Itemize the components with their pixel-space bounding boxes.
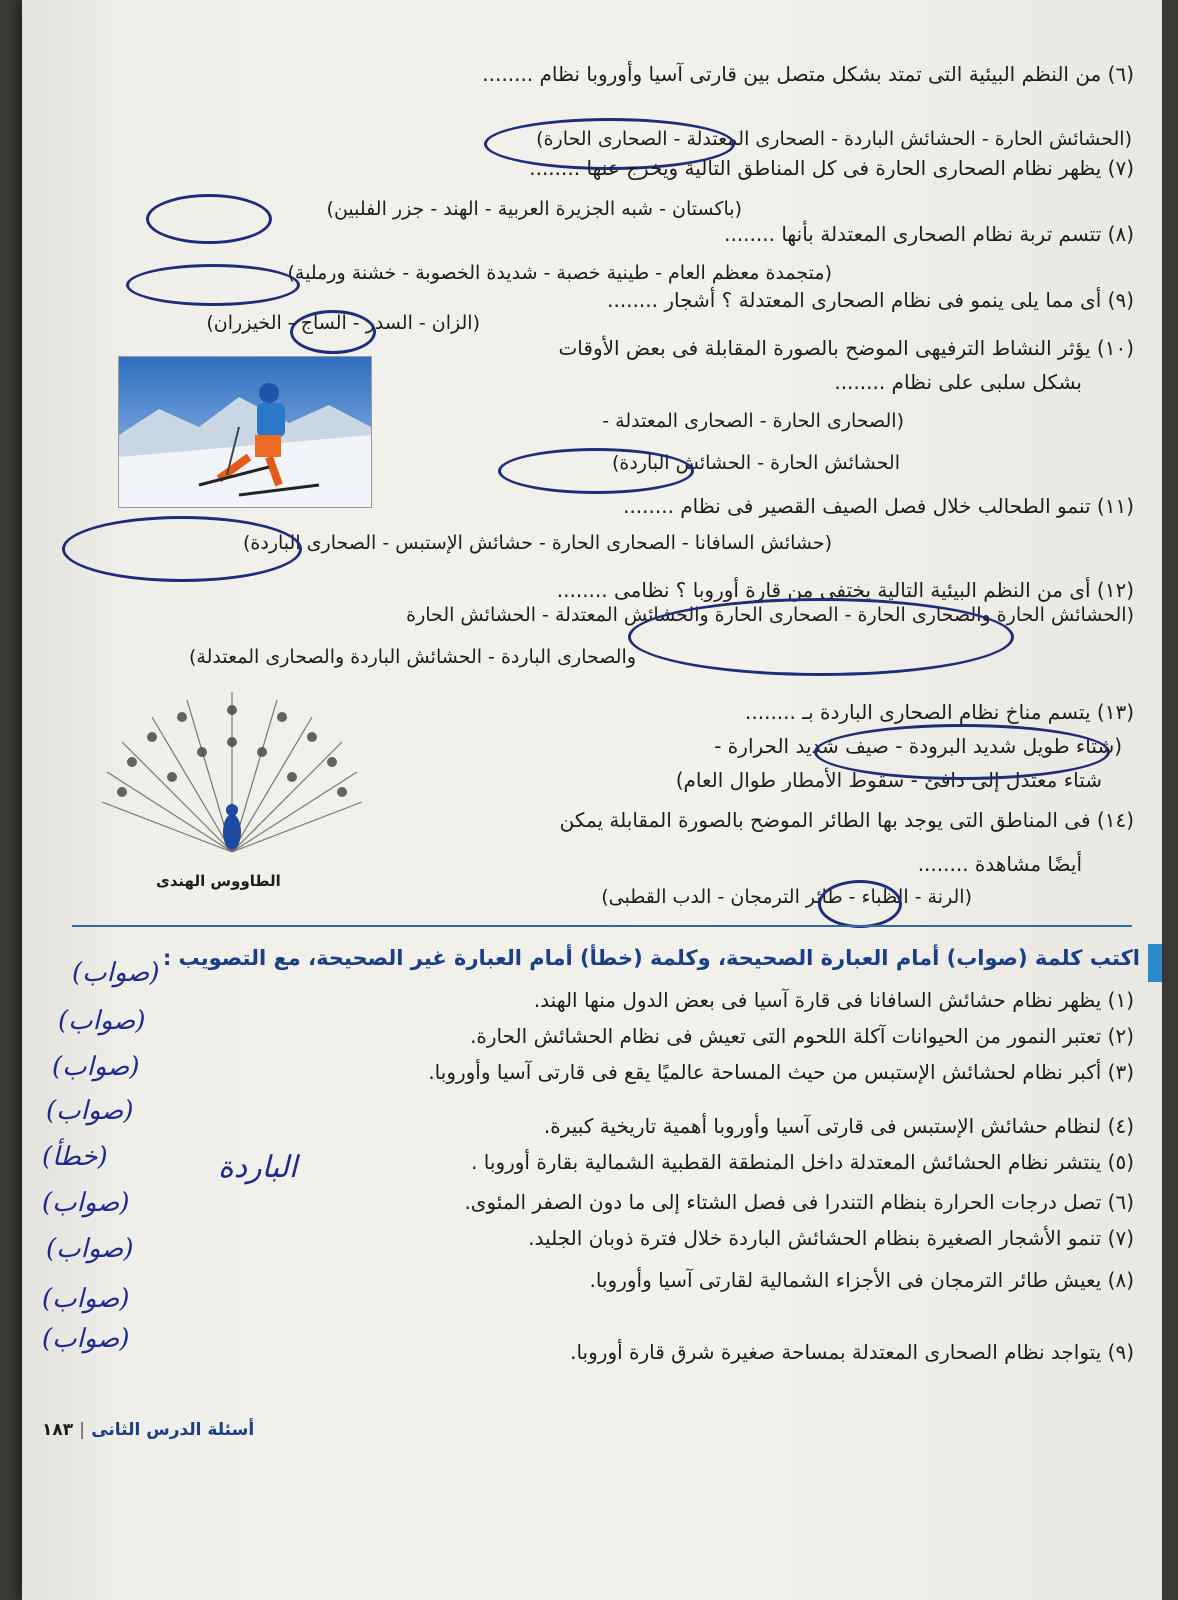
tf-item-1: (١) يظهر نظام حشائش السافانا فى قارة آسيا فى بعض الدول منها الهند. xyxy=(533,988,1134,1012)
handwritten-answer-8: (صواب) xyxy=(42,1284,130,1314)
question-10: (١٠) يؤثر النشاط الترفيهى الموضح بالصورة المقابلة فى بعض الأوقات xyxy=(558,336,1134,360)
peacock-image xyxy=(82,682,382,862)
handwritten-answer-3: (صواب) xyxy=(52,1052,140,1082)
answer-circle-7 xyxy=(146,194,272,244)
question-7-options: (باكستان - شبه الجزيرة العربية - الهند - جزر الفلبين) xyxy=(326,198,742,220)
handwritten-answer-9: (صواب) xyxy=(42,1324,130,1354)
question-12-options-b: والصحارى الباردة - الحشائش الباردة والصحارى المعتدلة) xyxy=(189,646,636,668)
handwritten-correction-5: الباردة xyxy=(218,1150,298,1185)
question-11-options: (حشائش السافانا - الصحارى الحارة - حشائش الإستبس - الصحارى الباردة) xyxy=(243,532,832,554)
tf-item-8: (٨) يعيش طائر الترمجان فى الأجزاء الشمالية لقارتى آسيا وأوروبا. xyxy=(589,1268,1134,1292)
answer-circle-14 xyxy=(818,880,902,928)
answer-circle-13 xyxy=(814,724,1110,780)
handwritten-answer-7: (صواب) xyxy=(46,1234,134,1264)
question-10-options-a: (الصحارى الحارة - الصحارى المعتدلة - xyxy=(602,410,904,432)
skier-image xyxy=(118,356,372,508)
question-14-options: (الرنة - الظباء - طائر الترمجان - الدب القطبى) xyxy=(601,886,972,908)
question-14: (١٤) فى المناطق التى يوجد بها الطائر الموضح بالصورة المقابلة يمكن xyxy=(559,808,1134,832)
question-12: (١٢) أى من النظم البيئية التالية يختفى من قارة أوروبا ؟ نظامى ........ xyxy=(556,578,1134,602)
tf-item-2: (٢) تعتبر النمور من الحيوانات آكلة اللحوم التى تعيش فى نظام الحشائش الحارة. xyxy=(470,1024,1134,1048)
section-marker xyxy=(1148,944,1162,982)
question-7: (٧) يظهر نظام الصحارى الحارة فى كل المناطق التالية ويخرج عنها ........ xyxy=(529,156,1134,180)
question-9: (٩) أى مما يلى ينمو فى نظام الصحارى المعتدلة ؟ أشجار ........ xyxy=(607,288,1134,312)
answer-circle-10 xyxy=(498,448,694,494)
handwritten-answer-4: (صواب) xyxy=(46,1096,134,1126)
question-9-options: (الزان - السدر - الساج - الخيزران) xyxy=(206,312,480,334)
tf-item-9: (٩) يتواجد نظام الصحارى المعتدلة بمساحة صغيرة شرق قارة أوروبا. xyxy=(570,1340,1134,1364)
tf-item-4: (٤) لنظام حشائش الإستبس فى قارتى آسيا وأوروبا أهمية تاريخية كبيرة. xyxy=(543,1114,1134,1138)
handwritten-answer-2: (صواب) xyxy=(58,1006,146,1036)
footer-lesson: أسئلة الدرس الثانى xyxy=(91,1420,255,1440)
question-14-line2: أيضًا مشاهدة ........ xyxy=(917,852,1082,876)
tf-item-3: (٣) أكبر نظام لحشائش الإستبس من حيث المساحة عالميًا يقع فى قارتى آسيا وأوروبا. xyxy=(428,1060,1134,1084)
answer-circle-12 xyxy=(628,598,1014,676)
tf-item-7: (٧) تنمو الأشجار الصغيرة بنظام الحشائش الباردة خلال فترة ذوبان الجليد. xyxy=(528,1226,1134,1250)
page-footer: أسئلة الدرس الثانى | ١٨٣ xyxy=(42,1420,255,1440)
handwritten-answer-6: (صواب) xyxy=(42,1188,130,1218)
question-13: (١٣) يتسم مناخ نظام الصحارى الباردة بـ ........ xyxy=(745,700,1134,724)
question-10-options-b: الحشائش الحارة - الحشائش الباردة) xyxy=(611,452,900,474)
tf-item-5: (٥) ينتشر نظام الحشائش المعتدلة داخل المنطقة القطبية الشمالية بقارة أوروبا . xyxy=(471,1150,1134,1174)
answer-circle-8 xyxy=(126,264,300,306)
question-6: (٦) من النظم البيئية التى تمتد بشكل متصل بين قارتى آسيا وأوروبا نظام ........ xyxy=(482,62,1134,86)
question-8: (٨) تتسم تربة نظام الصحارى المعتدلة بأنها ........ xyxy=(724,222,1134,246)
question-13-options-a: (شتاء طويل شديد البرودة - صيف شديد الحرارة - xyxy=(714,734,1122,758)
answer-circle-9 xyxy=(290,310,376,354)
tf-item-6: (٦) تصل درجات الحرارة بنظام التندرا فى فصل الشتاء إلى ما دون الصفر المئوى. xyxy=(464,1190,1134,1214)
question-6-options: (الحشائش الحارة - الحشائش الباردة - الصحارى المعتدلة - الصحارى الحارة) xyxy=(536,128,1132,150)
question-11: (١١) تنمو الطحالب خلال فصل الصيف القصير فى نظام ........ xyxy=(623,494,1134,518)
question-13-options-b: شتاء معتدل إلى دافئ - سقوط الأمطار طوال العام) xyxy=(675,768,1102,792)
worksheet-page xyxy=(22,0,1162,1600)
handwritten-answer-1: (صواب) xyxy=(72,958,160,988)
question-8-options: (متجمدة معظم العام - طينية خصبة - شديدة الخصوبة - خشنة ورملية) xyxy=(287,262,832,284)
question-10-line2: بشكل سلبى على نظام ........ xyxy=(834,370,1082,394)
handwritten-answer-5: (خطأ) xyxy=(42,1142,108,1172)
answer-circle-11 xyxy=(62,516,302,582)
section-heading: اكتب كلمة (صواب) أمام العبارة الصحيحة، وكلمة (خطأ) أمام العبارة غير الصحيحة، مع التصويب : xyxy=(162,946,1140,970)
question-12-options-a: (الحشائش الحارة والصحارى الحارة - الصحارى الحارة والحشائش المعتدلة - الحشائش الحارة xyxy=(406,604,1134,626)
peacock-caption: الطاووس الهندى xyxy=(156,872,281,890)
footer-page-number: ١٨٣ xyxy=(42,1420,74,1440)
section-divider xyxy=(72,925,1132,927)
